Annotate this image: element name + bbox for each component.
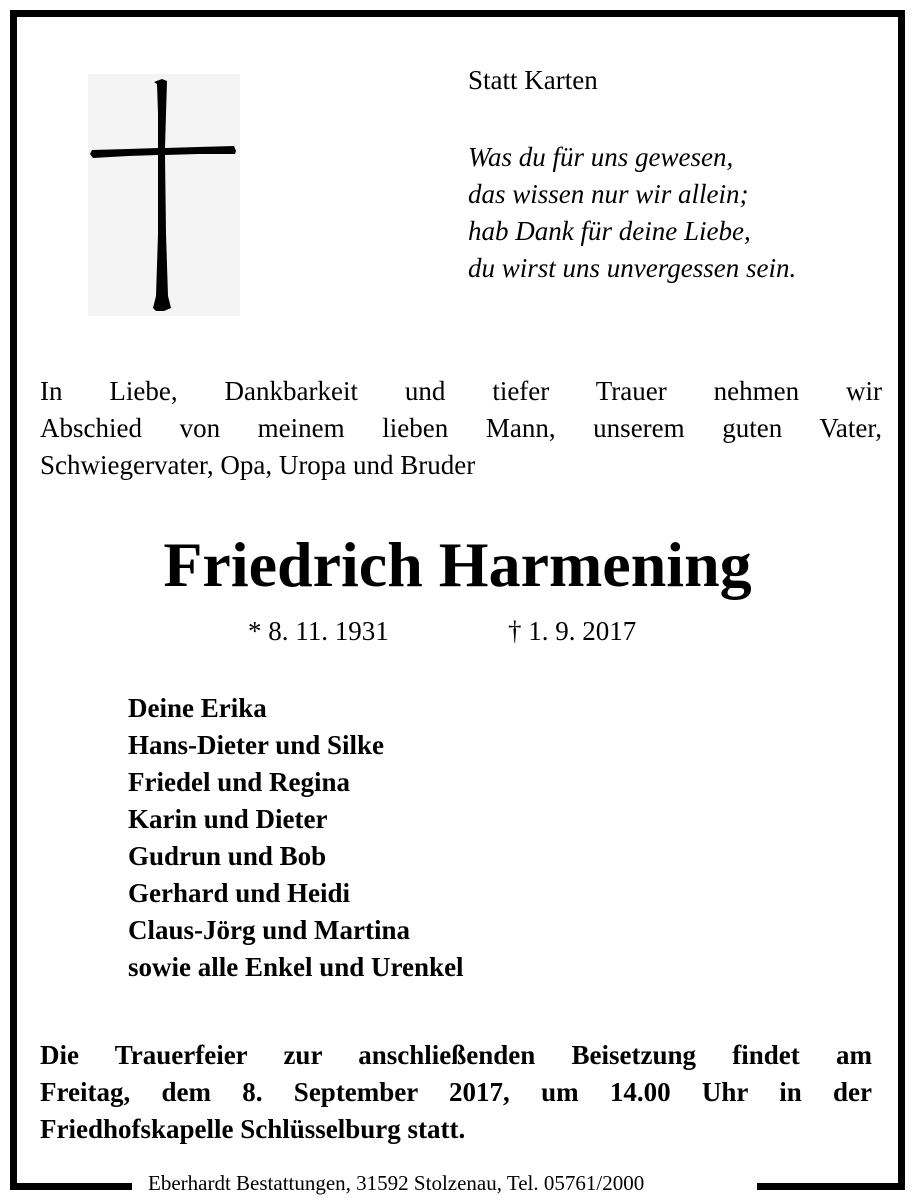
border-bottom-left bbox=[10, 1183, 132, 1190]
birth-date: * 8. 11. 1931 bbox=[248, 616, 389, 646]
mourner-item: Karin und Dieter bbox=[128, 804, 328, 834]
intro-paragraph bbox=[40, 373, 882, 484]
mourners-list bbox=[128, 690, 464, 986]
service-line: Friedhofskapelle Schlüsselburg statt. bbox=[40, 1114, 466, 1144]
deceased-name: Friedrich Harmening bbox=[163, 529, 752, 600]
mourner-item: sowie alle Enkel und Urenkel bbox=[128, 952, 464, 982]
poem-line: das wissen nur wir allein; bbox=[468, 179, 749, 209]
poem-line: du wirst uns unvergessen sein. bbox=[468, 253, 797, 283]
death-date: † 1. 9. 2017 bbox=[508, 616, 637, 646]
border-top bbox=[10, 10, 905, 17]
funeral-home-footer: Eberhardt Bestattungen, 31592 Stolzenau, Tel. 05761/2000 bbox=[148, 1171, 645, 1195]
intro-line: Schwiegervater, Opa, Uropa und Bruder bbox=[40, 450, 476, 480]
service-line: Die Trauerfeier zur anschließenden Beisetzung findet am bbox=[40, 1040, 872, 1070]
funeral-service-info bbox=[40, 1037, 872, 1148]
poem bbox=[468, 139, 796, 287]
poem-line: Was du für uns gewesen, bbox=[468, 142, 734, 172]
service-line: Freitag, dem 8. September 2017, um 14.00 Uhr in der bbox=[40, 1077, 872, 1107]
statt-karten-label: Statt Karten bbox=[468, 65, 598, 95]
cross-icon bbox=[88, 74, 240, 316]
mourner-item: Friedel und Regina bbox=[128, 767, 351, 797]
mourner-item: Gudrun und Bob bbox=[128, 841, 327, 871]
mourner-item: Claus-Jörg und Martina bbox=[128, 915, 411, 945]
poem-line: hab Dank für deine Liebe, bbox=[468, 216, 751, 246]
mourner-item: Gerhard und Heidi bbox=[128, 878, 351, 908]
mourner-item: Hans-Dieter und Silke bbox=[128, 730, 385, 760]
mourner-item: Deine Erika bbox=[128, 693, 267, 723]
intro-line: In Liebe, Dankbarkeit und tiefer Trauer nehmen wir bbox=[40, 376, 882, 406]
intro-line: Abschied von meinem lieben Mann, unserem guten Vater, bbox=[40, 413, 882, 443]
border-bottom-right bbox=[757, 1183, 905, 1190]
